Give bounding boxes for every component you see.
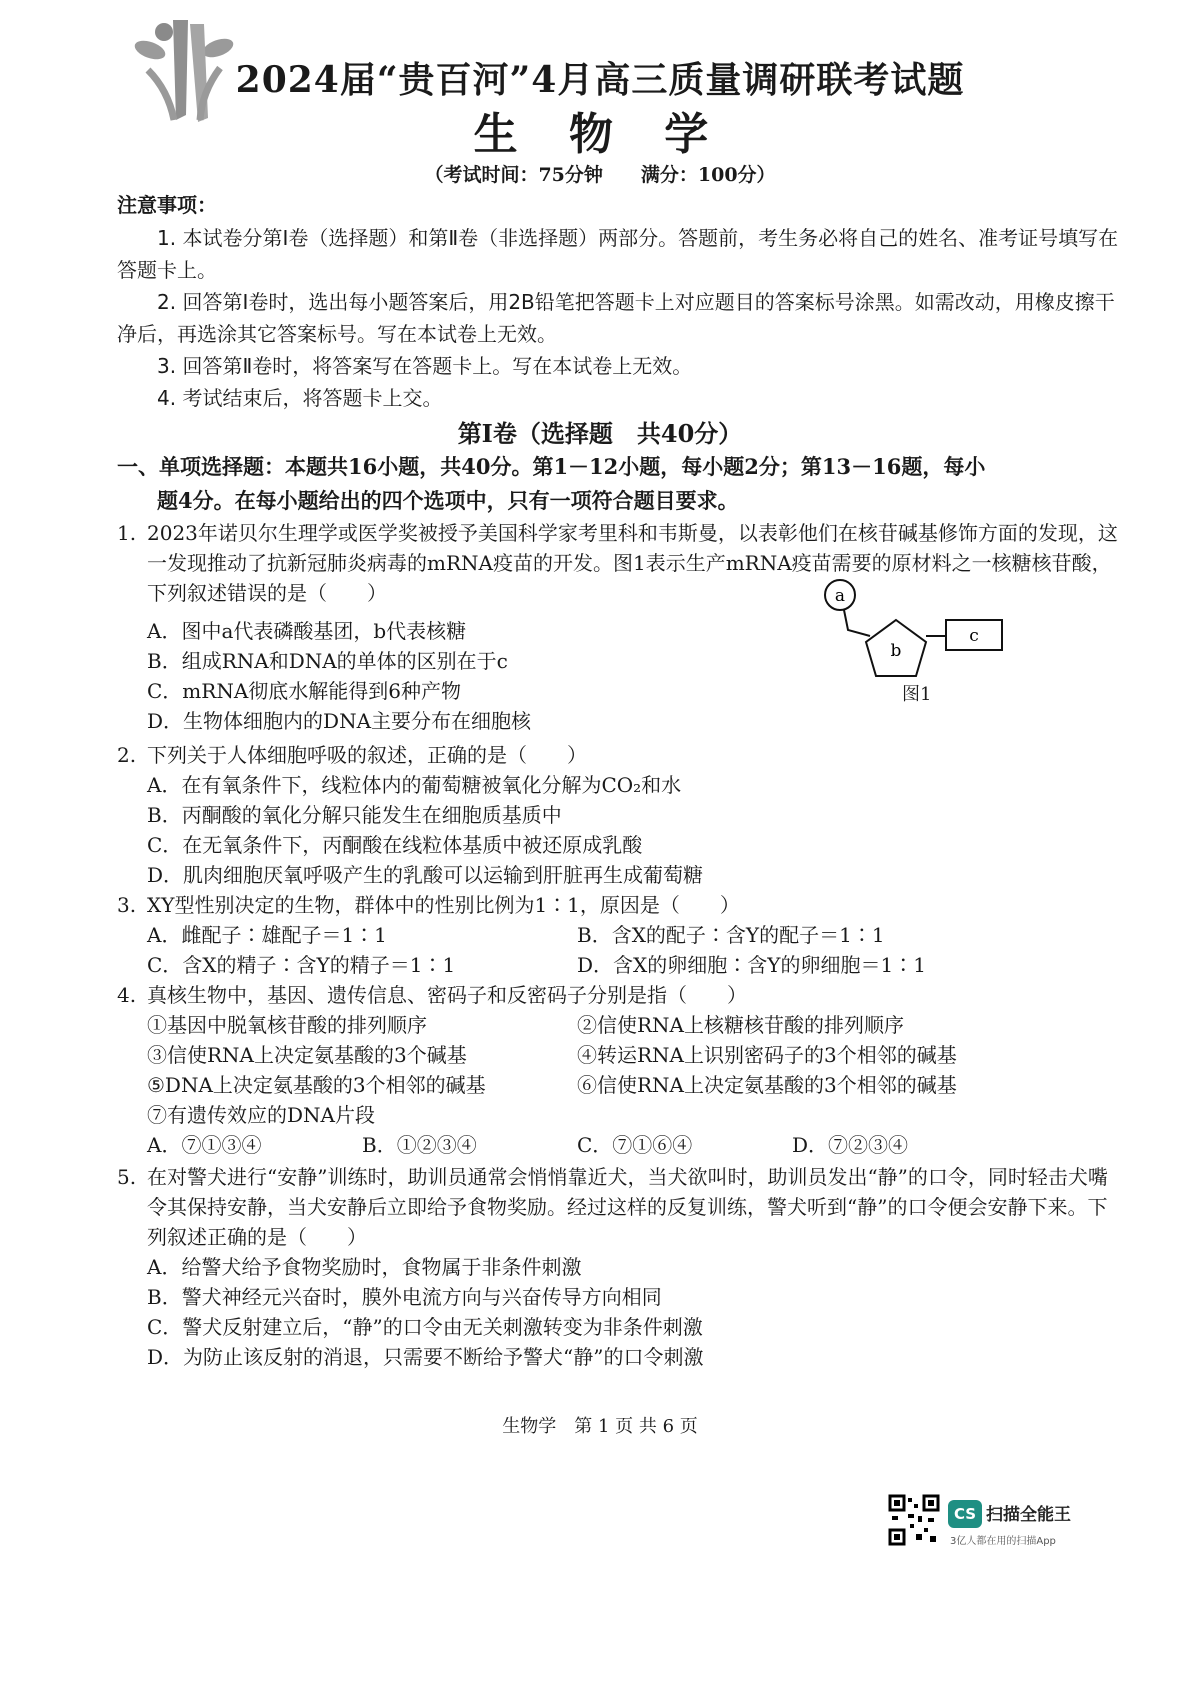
option: C．在无氧条件下，丙酮酸在线粒体基质中被还原成乳酸 [147, 833, 643, 857]
notice-item: 2. 回答第Ⅰ卷时，选出每小题答案后，用2B铅笔把答题卡上对应题目的答案标号涂黑。如需改动，用橡皮擦干净后，再选涂其它答案标号。写在本试卷上无效。 [117, 290, 1115, 346]
question-3 [117, 890, 1127, 980]
notice-item: 3. 回答第Ⅱ卷时，将答案写在答题卡上。写在本试卷上无效。 [157, 354, 693, 378]
question-number: 5. [117, 1165, 137, 1189]
question-number: 1. [117, 521, 137, 545]
option: B．丙酮酸的氧化分解只能发生在细胞质基质中 [147, 803, 562, 827]
option: B．组成RNA和DNA的单体的区别在于c [147, 649, 508, 673]
exam-title: 2024届“贵百河”4月高三质量调研联考试题 [235, 59, 965, 101]
option: C．含X的精子∶含Y的精子＝1∶1 [147, 953, 456, 977]
option: D．肌肉细胞厌氧呼吸产生的乳酸可以运输到肝脏再生成葡萄糖 [147, 863, 704, 887]
subject-title: 生 物 学 [473, 109, 727, 160]
question-stem: 2023年诺贝尔生理学或医学奖被授予美国科学家考里科和韦斯曼，以表彰他们在核苷碱基修饰方面的发现，这一发现推动了抗新冠肺炎病毒的mRNA疫苗的开发。图1表示生产mRNA疫苗需要的原材料之一核糖核苷酸，下列叙述错误的是（ ） [147, 521, 1118, 605]
cs-logo-icon: CS [948, 1500, 982, 1528]
figure-label-b: b [890, 641, 902, 661]
question-stem: 下列关于人体细胞呼吸的叙述，正确的是（ ） [147, 743, 587, 767]
question-number: 4. [117, 983, 137, 1007]
option: A．在有氧条件下，线粒体内的葡萄糖被氧化分解为CO₂和水 [147, 773, 682, 797]
option: B．①②③④ [362, 1133, 477, 1157]
question-number: 3. [117, 893, 137, 917]
scanner-tagline: 3亿人都在用的扫描App [950, 1536, 1056, 1547]
statement-item: ①基因中脱氧核苷酸的排列顺序 [147, 1013, 427, 1037]
question-number: 2. [117, 743, 137, 767]
option: D．含X的卵细胞∶含Y的卵细胞＝1∶1 [577, 953, 926, 977]
statement-item: ⑤DNA上决定氨基酸的3个相邻的碱基 [147, 1073, 486, 1097]
statement-item: ③信使RNA上决定氨基酸的3个碱基 [147, 1043, 467, 1067]
exam-info: （考试时间：75分钟 满分：100分） [424, 164, 776, 186]
figure-label-a: a [834, 586, 846, 606]
figure-caption: 图1 [902, 684, 932, 705]
option: C．⑦①⑥④ [577, 1133, 693, 1157]
option: A．图中a代表磷酸基团，b代表核糖 [147, 619, 467, 643]
notice-item: 1. 本试卷分第Ⅰ卷（选择题）和第Ⅱ卷（非选择题）两部分。答题前，考生务必将自己的姓名、准考证号填写在答题卡上。 [117, 226, 1119, 282]
page-footer: 生物学 第 1 页 共 6 页 [502, 1416, 698, 1437]
option: D．⑦②③④ [792, 1133, 909, 1157]
option: A．⑦①③④ [147, 1133, 262, 1157]
qr-code-icon [888, 1494, 940, 1546]
statement-item: ④转运RNA上识别密码子的3个相邻的碱基 [577, 1043, 957, 1067]
scanner-app-name: 扫描全能王 [986, 1505, 1071, 1525]
notice-block [117, 188, 1127, 414]
option: A．给警犬给予食物奖励时，食物属于非条件刺激 [147, 1255, 582, 1279]
question-stem: 真核生物中，基因、遗传信息、密码子和反密码子分别是指（ ） [147, 983, 747, 1007]
option: D．生物体细胞内的DNA主要分布在细胞核 [147, 709, 532, 733]
statement-item: ⑦有遗传效应的DNA片段 [147, 1103, 375, 1127]
option: D．为防止该反射的消退，只需要不断给予警犬“静”的口令刺激 [147, 1345, 704, 1369]
statement-item: ⑥信使RNA上决定氨基酸的3个相邻的碱基 [577, 1073, 957, 1097]
statement-item: ②信使RNA上核糖核苷酸的排列顺序 [577, 1013, 905, 1037]
question-4 [117, 980, 1127, 1160]
question-stem: XY型性别决定的生物，群体中的性别比例为1∶1，原因是（ ） [147, 893, 740, 917]
section-instructions [117, 450, 1127, 518]
section-head: 一、单项选择题：本题共16小题，共40分。第1－12小题，每小题2分；第13－16题，每小 [117, 454, 986, 479]
section-cont: 题4分。在每小题给出的四个选项中，只有一项符合题目要求。 [157, 488, 739, 513]
option: B．警犬神经元兴奋时，膜外电流方向与兴奋传导方向相同 [147, 1285, 662, 1309]
notice-item: 4. 考试结束后，将答题卡上交。 [157, 386, 443, 410]
question-5 [117, 1162, 1127, 1372]
option: A．雌配子∶雄配子＝1∶1 [147, 923, 387, 947]
option: C．mRNA彻底水解能得到6种产物 [147, 679, 461, 703]
figure-label-c: c [969, 626, 979, 646]
notice-heading: 注意事项： [117, 193, 217, 217]
option: C．警犬反射建立后，“静”的口令由无关刺激转变为非条件刺激 [147, 1315, 703, 1339]
option: B．含X的配子∶含Y的配子＝1∶1 [577, 923, 885, 947]
question-2 [117, 740, 1127, 890]
question-stem: 在对警犬进行“安静”训练时，助训员通常会悄悄靠近犬，当犬欲叫时，助训员发出“静”的口令，同时轻击犬嘴令其保持安静，当犬安静后立即给予食物奖励。经过这样的反复训练，警犬听到“静”的口令便会安静下来。下列叙述正确的是（ ） [147, 1165, 1108, 1249]
part1-title: 第Ⅰ卷（选择题 共40分） [457, 419, 743, 448]
